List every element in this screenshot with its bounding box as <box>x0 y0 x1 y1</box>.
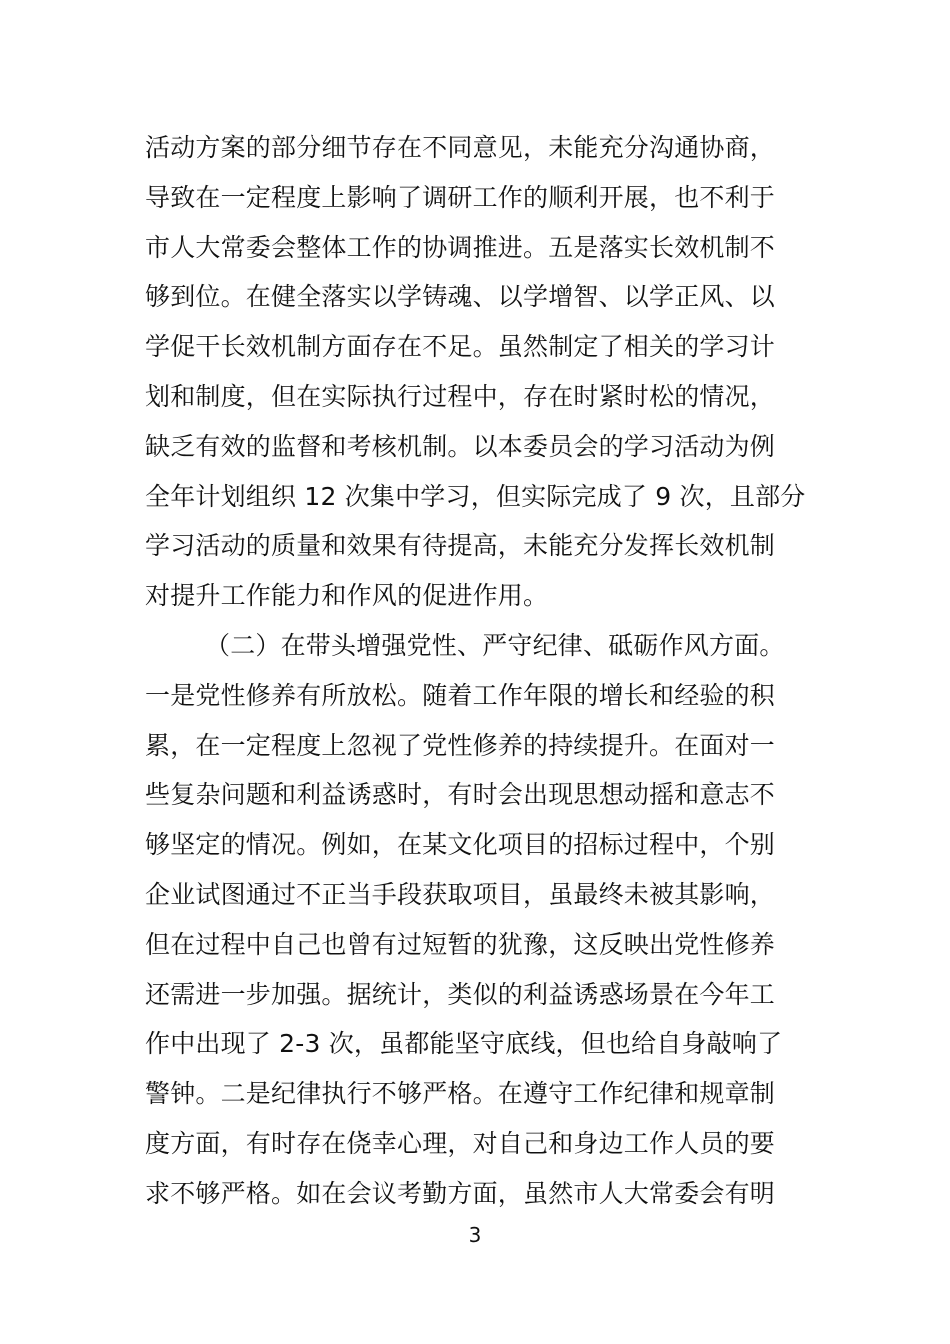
text-line: 求不够严格。如在会议考勤方面，虽然市人大常委会有明 <box>145 1178 776 1208</box>
text-line: 导致在一定程度上影响了调研工作的顺利开展，也不利于 <box>145 182 776 212</box>
text-line: 警钟。二是纪律执行不够严格。在遵守工作纪律和规章制 <box>145 1079 776 1109</box>
text-line: 够坚定的情况。例如，在某文化项目的招标过程中，个别 <box>145 830 776 860</box>
text-line: 但在过程中自己也曾有过短暂的犹豫，这反映出党性修养 <box>145 929 776 959</box>
text-line: 缺乏有效的监督和考核机制。以本委员会的学习活动为例 <box>145 431 776 461</box>
text-line: 学习活动的质量和效果有待提高，未能充分发挥长效机制 <box>145 531 776 561</box>
text-line: 够到位。在健全落实以学铸魂、以学增智、以学正风、以 <box>145 282 776 312</box>
section-heading-line: （二）在带头增强党性、严守纪律、砥砺作风方面。 <box>205 630 785 660</box>
text-line: 对提升工作能力和作风的促进作用。 <box>145 581 549 611</box>
text-line: 累，在一定程度上忽视了党性修养的持续提升。在面对一 <box>145 730 776 760</box>
body-text <box>145 123 810 1219</box>
text-line: 全年计划组织 12 次集中学习，但实际完成了 9 次，且部分 <box>145 481 806 511</box>
text-line: 度方面，有时存在侥幸心理，对自己和身边工作人员的要 <box>145 1128 776 1158</box>
text-line: 划和制度，但在实际执行过程中，存在时紧时松的情况， <box>145 381 776 411</box>
page-number: 3 <box>468 1223 482 1247</box>
text-line: 学促干长效机制方面存在不足。虽然制定了相关的学习计 <box>145 332 776 362</box>
text-line: 一是党性修养有所放松。随着工作年限的增长和经验的积 <box>145 680 776 710</box>
text-line: 市人大常委会整体工作的协调推进。五是落实长效机制不 <box>145 232 776 262</box>
text-line: 企业试图通过不正当手段获取项目，虽最终未被其影响， <box>145 879 776 909</box>
text-line: 作中出现了 2-3 次，虽都能坚守底线，但也给自身敲响了 <box>145 1029 783 1059</box>
text-line: 活动方案的部分细节存在不同意见，未能充分沟通协商， <box>145 133 776 162</box>
text-line: 些复杂问题和利益诱惑时，有时会出现思想动摇和意志不 <box>145 780 776 810</box>
text-line: 还需进一步加强。据统计，类似的利益诱惑场景在今年工 <box>145 979 776 1009</box>
